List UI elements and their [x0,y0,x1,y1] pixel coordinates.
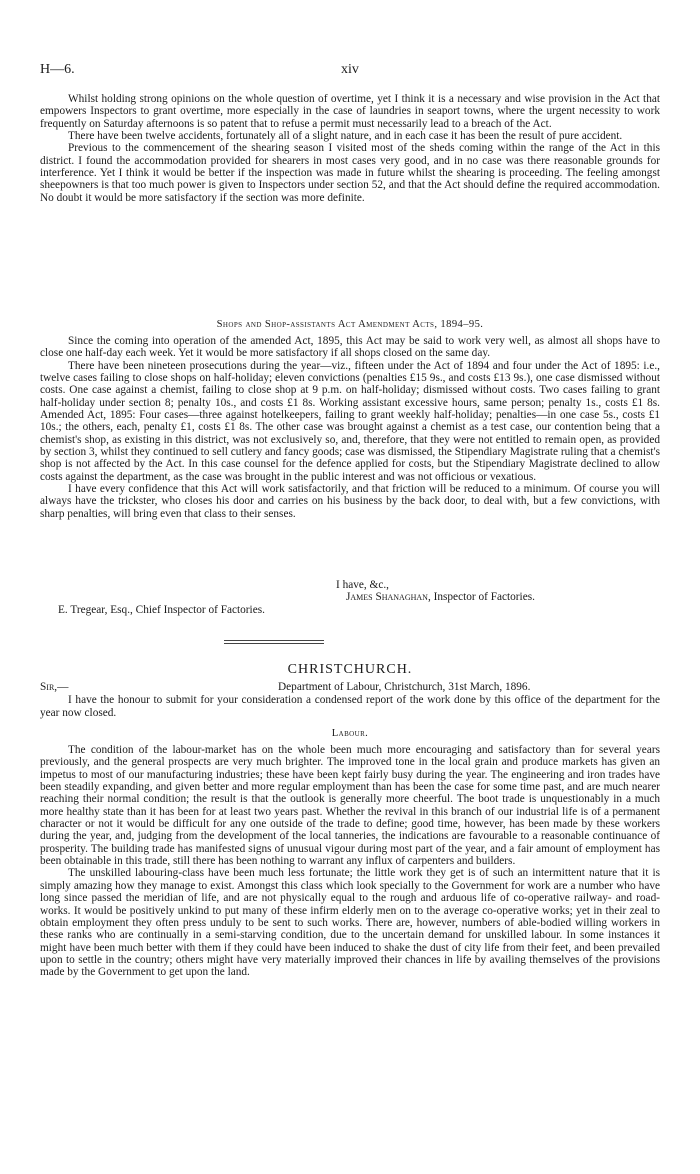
divider-rule-top [224,640,324,641]
paragraph-intro: I have the honour to submit for your consideration a condensed report of the work done by this office of the department for the year now closed. [40,694,660,719]
addressee: E. Tregear, Esq., Chief Inspector of Factories. [58,603,265,616]
paragraph-unskilled: The unskilled labouring-class have been much less fortunate; the little work they get is of such an intermittent nature that it is simply amazing how they manage to exist. Amongst this class which look specially to the Government for work are a number who have long since passed the meridian of life, and are not physically equal to the rough and arduous life of co-operative railway- and road-works. It would be positively unkind to put many of these infirm elderly men on to the average co-operative works; yet in their zeal to obtain employment they often press unduly to be sent to such works. There are, however, numbers of able-bodied willing workers in these ranks who are continually in a semi-starving condition, due to the uncertain demand for unskilled labour. In some instances it might have been much better with them if they could have been induced to shake the dust of city life from their feet, and been prevailed upon to settle in the country; others might have very materially improved their chances in life by availing themselves of the provisions made by the Government to get upon the land. [40,867,660,979]
paragraph-prosecutions: There have been nineteen prosecutions during the year—viz., fifteen under the Act of 1894 and four under the Act of 1895: i.e., twelve cases failing to close shops on half-holiday; eleven convictions (penalties £15 9s., and costs £13 9s.), one case dismissed without costs. One case against a chemist, failing to close shop at 9 p.m. on half-holiday; dismissed without costs. Two cases failing to grant half-holiday under section 8; penalty 10s., and costs £1 8s. Working assistant excessive hours, same person; penalty 1s., costs £1 8s. Amended Act, 1895: Four cases—three against hotelkeepers, failing to grant weekly half-holiday; penalties—in one case 5s., costs £1 10s.; the others, each, penalty £1, costs £1 8s. The other case was brought against a chemist as a test case, our contention being that a chemist's shop, as existing in this district, was not exclusively so, and, therefore, that they were not entitled to remain open, as provided by section 3, whilst they continued to sell cutlery and fancy goods; case was dismissed, the Stipendiary Magistrate ruling that a chemist's shop is not affected by the Act. In this case counsel for the defence applied for costs, but the Stipendiary Magistrate declined to allow costs against the department, as the case was brought in the public interest and was not officious or vexatious. [40,359,660,483]
section-heading-labour: Labour. [331,728,369,740]
district-title: CHRISTCHURCH. [287,662,413,677]
salutation: Sir,— [40,681,69,694]
overtime-section [40,93,660,204]
salutation-line [40,681,660,694]
divider-rule-bottom [224,643,324,644]
section-heading-shops-acts: Shops and Shop-assistants Act Amendment Acts, 1894–95. [216,319,484,330]
shops-section [40,318,660,520]
page-number: xiv [341,62,359,77]
signature-block [40,579,660,617]
christchurch-section [40,664,660,979]
paragraph-confidence: I have every confidence that this Act will work satisfactorily, and that friction will be reduced to a minimum. Of course you will always have the trickster, who closes his door and carries on his business by the back door, to deal with, but a few convictions, with sharp penalties, will bring even that class to their senses. [40,483,660,520]
paragraph-labour-market: The condition of the labour-market has on the whole been much more encouraging and satisfactory than for several years previously, and the general prospects are very much brighter. The improved tone in the local grain and produce markets has given an impetus to most of our manufacturing industries; these have been kept fairly busy during the year. The engineering and iron trades have been steadily expanding, and given better and more regular employment than has been the case for some time past, and are much nearer reaching their normal condition; the result is that the outlook is generally more cheerful. The boot trade is unquestionably in a much more healthy state than it has been for at least two years past. Whether the revival in this branch of our industrial life is of a permanent character or not it would be difficult for any one outside of the trade to define; good time, however, has been made by these workers during the year, and, judging from the development of the local tanneries, the indications are favourable to a reasonable continuance of prosperity. The building trade has manifested signs of unusual vigour during most part of the year, and a fair amount of employment has been obtainable in this trade, still there has been nothing to warrant any influx of carpenters and builders. [40,744,660,868]
signature-title: , Inspector of Factories. [427,591,535,604]
signature-name: James Shanaghan [346,591,428,604]
paragraph-shearing: Previous to the commencement of the shearing season I visited most of the sheds coming within the range of the Act in this district. I found the accommodation provided for shearers in most cases very good, and in no case was there reasonable grounds for interference. Yet I think it would be better if the inspection was made in future whilst the shearing is proceeding. The feeling amongst sheepowners is that too much power is given to Inspectors under section 52, and that the Act should define the required accommodation. No doubt it would be more satisfactory if the section was more definite. [40,142,660,204]
signature [40,591,660,603]
closing: I have, &c., [336,579,390,591]
paragraph-shops-intro: Since the coming into operation of the amended Act, 1895, this Act may be said to work very well, as almost all shops have to close one half-day each week. Yet it would be more satisfactory if all shops closed on the same day. [40,335,660,360]
page-series-number: H—6. [40,62,75,77]
paragraph-overtime: Whilst holding strong opinions on the whole question of overtime, yet I think it is a necessary and wise provision in the Act that empowers Inspectors to grant overtime, more especially in the case of laundries in seaport towns, where the urgent necessity to work frequently on Saturday afternoons is so patent that to refuse a permit must necessarily lead to a breach of the Act. [40,93,660,130]
paragraph-accidents: There have been twelve accidents, fortunately all of a slight nature, and in each case it has been the result of pure accident. [68,130,623,143]
dateline: Department of Labour, Christchurch, 31st March, 1896. [278,681,531,694]
